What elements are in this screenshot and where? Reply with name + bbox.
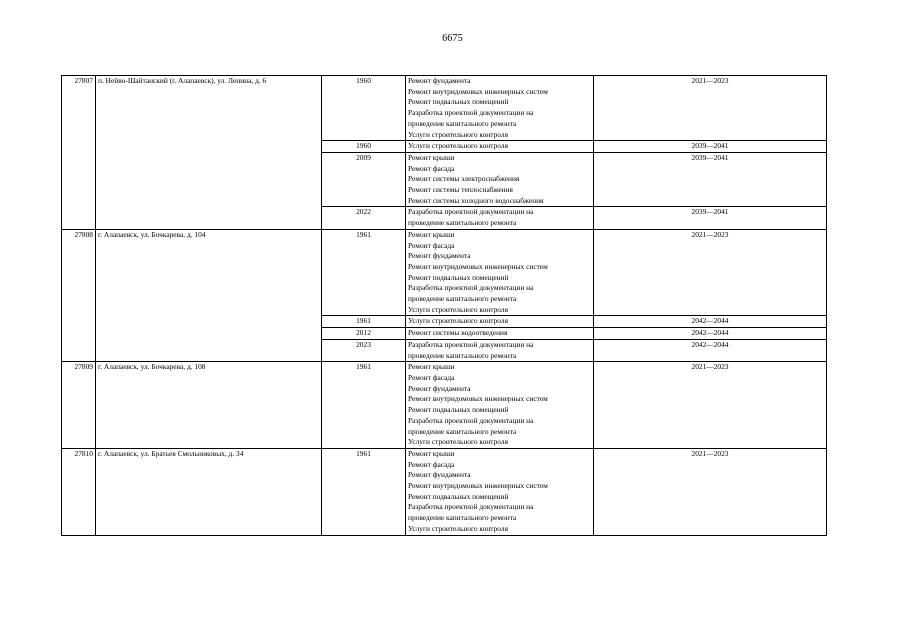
work-item: Ремонт внутридомовых инженерных систем xyxy=(408,481,548,491)
table-row xyxy=(62,229,827,316)
work-item: Разработка проектной документации на xyxy=(408,502,534,512)
work-item: Ремонт фундамента xyxy=(408,383,471,393)
works-cell xyxy=(406,76,594,141)
work-item: Услуги строительного контроля xyxy=(408,523,508,533)
works-cell xyxy=(406,207,594,229)
work-item: Ремонт фундамента xyxy=(408,76,471,85)
work-item: Ремонт крыши xyxy=(408,448,455,458)
address-cell: г. Алапаевск, ул. Братьев Смольниковых, д. 34 xyxy=(96,448,322,535)
works-cell xyxy=(406,152,594,207)
work-item: Ремонт фундамента xyxy=(408,251,471,261)
house-number-cell: 27810 xyxy=(62,448,96,535)
work-item: Разработка проектной документации на xyxy=(408,108,534,118)
work-item: проведение капитального ремонта xyxy=(408,294,517,304)
period-cell: 2042—2044 xyxy=(594,316,827,328)
work-item: Ремонт фасада xyxy=(408,459,455,469)
work-item: проведение капитального ремонта xyxy=(408,118,517,128)
work-item: Ремонт системы электроснабжения xyxy=(408,174,520,184)
work-item: Разработка проектной документации на xyxy=(408,415,534,425)
period-cell: 2021—2023 xyxy=(594,76,827,141)
work-item: Ремонт крыши xyxy=(408,152,455,162)
work-item: Услуги строительного контроля xyxy=(408,141,508,151)
page-number: 6675 xyxy=(442,33,463,44)
year-cell: 1961 xyxy=(322,362,406,449)
work-item: Ремонт подвальных помещений xyxy=(408,491,509,501)
work-item: Разработка проектной документации на xyxy=(408,283,534,293)
work-item: Услуги строительного контроля xyxy=(408,437,508,447)
house-number-cell: 27807 xyxy=(62,76,96,230)
address-cell: г. Алапаевск, ул. Бочкарева, д. 108 xyxy=(96,362,322,449)
works-cell xyxy=(406,141,594,153)
table-row xyxy=(62,76,827,141)
address-cell: г. Алапаевск, ул. Бочкарева, д. 104 xyxy=(96,229,322,361)
work-item: Ремонт подвальных помещений xyxy=(408,97,509,107)
work-item: проведение капитального ремонта xyxy=(408,426,517,436)
year-cell: 2022 xyxy=(322,207,406,229)
work-item: проведение капитального ремонта xyxy=(408,513,517,523)
work-item: проведение капитального ремонта xyxy=(408,350,517,360)
works-cell xyxy=(406,339,594,361)
works-cell xyxy=(406,362,594,449)
work-item: Ремонт фундамента xyxy=(408,470,471,480)
works-cell xyxy=(406,229,594,316)
table-body xyxy=(62,76,827,536)
works-cell xyxy=(406,448,594,535)
work-item: Ремонт крыши xyxy=(408,229,455,239)
work-item: Разработка проектной документации на xyxy=(408,339,534,349)
table-row xyxy=(62,448,827,535)
work-item: Ремонт фасада xyxy=(408,372,455,382)
year-cell: 1961 xyxy=(322,316,406,328)
work-item: Ремонт внутридомовых инженерных систем xyxy=(408,261,548,271)
work-item: Разработка проектной документации на xyxy=(408,207,534,217)
period-cell: 2021—2023 xyxy=(594,229,827,316)
work-item: Услуги строительного контроля xyxy=(408,129,508,139)
year-cell: 1961 xyxy=(322,448,406,535)
work-item: Ремонт системы холодного водоснабжения xyxy=(408,195,544,205)
work-item: Ремонт фасада xyxy=(408,240,455,250)
house-number-cell: 27808 xyxy=(62,229,96,361)
period-cell: 2021—2023 xyxy=(594,448,827,535)
year-cell: 1960 xyxy=(322,76,406,141)
work-item: Услуги строительного контроля xyxy=(408,316,508,326)
year-cell: 1960 xyxy=(322,141,406,153)
year-cell: 2012 xyxy=(322,328,406,340)
work-item: Услуги строительного контроля xyxy=(408,304,508,314)
work-item: Ремонт внутридомовых инженерных систем xyxy=(408,86,548,96)
work-item: Ремонт крыши xyxy=(408,362,455,372)
period-cell: 2039—2041 xyxy=(594,207,827,229)
year-cell: 1961 xyxy=(322,229,406,316)
address-cell: п. Нейво-Шайтанский (г. Алапаевск), ул. Ленина, д. 6 xyxy=(96,76,322,230)
work-item: Ремонт подвальных помещений xyxy=(408,272,509,282)
works-cell xyxy=(406,328,594,340)
work-item: Ремонт системы водоотведения xyxy=(408,328,508,338)
work-item: проведение капитального ремонта xyxy=(408,218,517,228)
work-item: Ремонт системы теплоснабжения xyxy=(408,185,513,195)
period-cell: 2021—2023 xyxy=(594,362,827,449)
year-cell: 2009 xyxy=(322,152,406,207)
year-cell: 2023 xyxy=(322,339,406,361)
work-item: Ремонт подвальных помещений xyxy=(408,405,509,415)
house-number-cell: 27809 xyxy=(62,362,96,449)
period-cell: 2042—2044 xyxy=(594,339,827,361)
period-cell: 2042—2044 xyxy=(594,328,827,340)
period-cell: 2039—2041 xyxy=(594,152,827,207)
works-cell xyxy=(406,316,594,328)
capital-repair-table xyxy=(61,75,827,536)
work-item: Ремонт фасада xyxy=(408,163,455,173)
period-cell: 2039—2041 xyxy=(594,141,827,153)
work-item: Ремонт внутридомовых инженерных систем xyxy=(408,394,548,404)
table-row xyxy=(62,362,827,449)
